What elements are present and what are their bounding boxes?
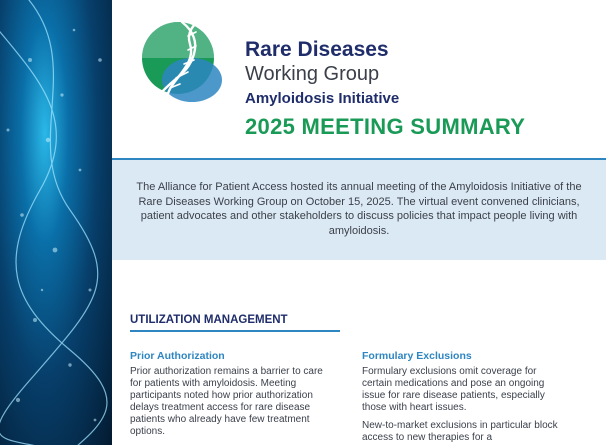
formulary-exclusions-heading: Formulary Exclusions <box>362 350 472 362</box>
initiative-name: Amyloidosis Initiative <box>245 90 400 107</box>
intro-text: The Alliance for Patient Access hosted its annual meeting of the Amyloidosis Initiative of the Rare Diseases Working Group on October 15, 2025. The virtual event convened clinicians, patient advocates and other stakeholders to discuss policies that impact people living with amyloidosis. <box>136 181 582 237</box>
page-title: 2025 MEETING SUMMARY <box>245 114 526 139</box>
brand-name: Rare Diseases <box>245 38 389 61</box>
formulary-exclusions-text: Formulary exclusions omit coverage for certain medications and pose an ongoing issue for rare disease patients, especially those with heart issues. <box>362 366 545 413</box>
dna-helix-logo <box>132 14 230 110</box>
prior-authorization-text: Prior authorization remains a barrier to care for patients with amyloidosis. Meeting participants noted how prior authorization delays treatment access for rare disease patients who already have few treatment options. <box>130 366 323 437</box>
section-divider <box>130 330 340 332</box>
brand-subtitle: Working Group <box>245 63 380 85</box>
section-title: UTILIZATION MANAGEMENT <box>130 314 288 326</box>
formulary-exclusions-text-2: New-to-market exclusions in particular block access to new therapies for a <box>362 420 558 443</box>
dna-strand-image <box>0 0 112 445</box>
prior-authorization-heading: Prior Authorization <box>130 350 225 362</box>
